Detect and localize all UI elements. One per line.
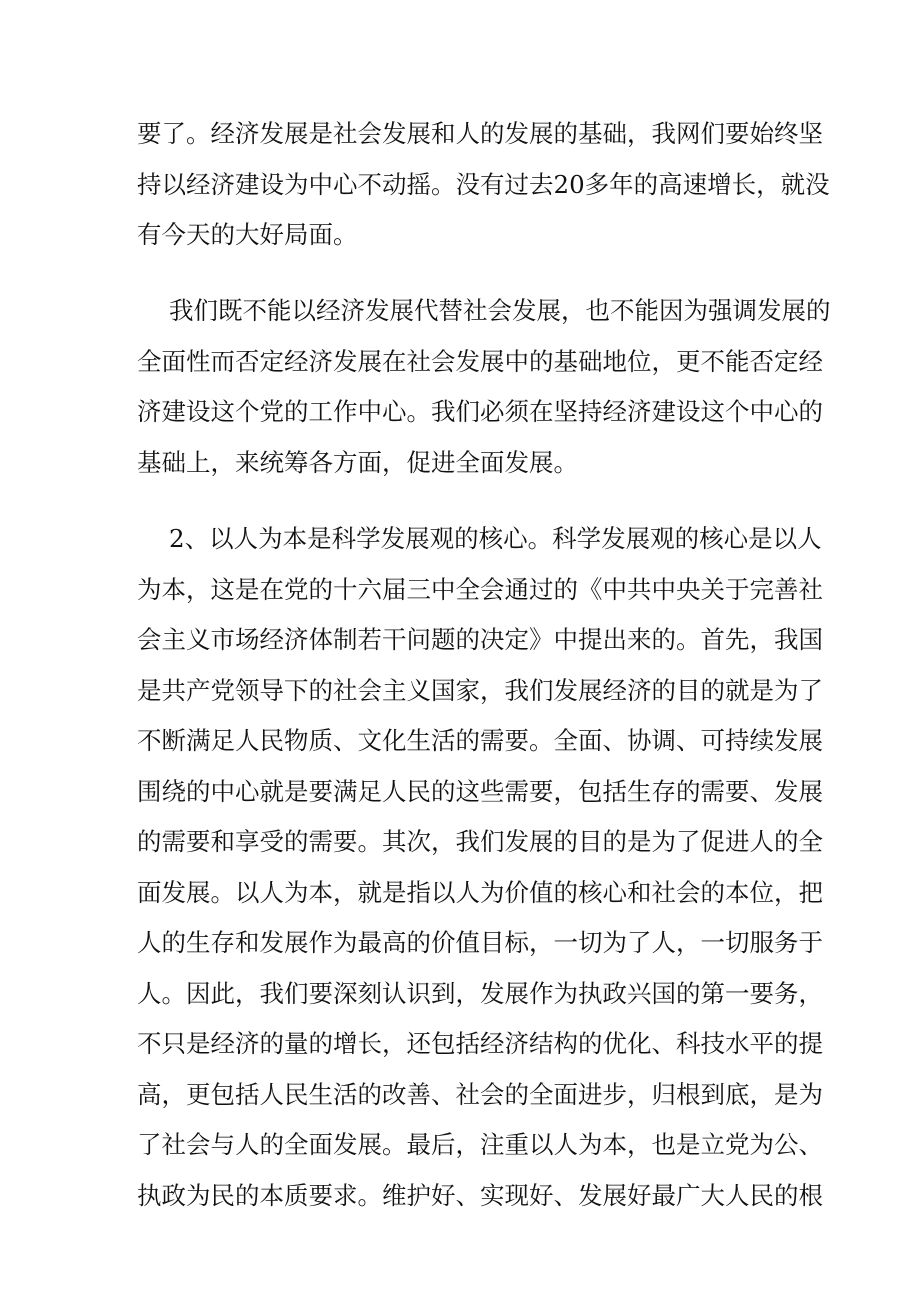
text-line: 人的生存和发展作为最高的价值目标，一切为了人，一切服务于: [137, 928, 823, 957]
text-line: 持以经济建设为中心不动摇。没有过去20多年的高速增长，就没: [137, 169, 830, 199]
text-line: 全面性而否定经济发展在社会发展中的基础地位，更不能否定经: [137, 346, 823, 376]
text-line: 是共产党领导下的社会主义国家，我们发展经济的目的就是为了: [137, 675, 823, 705]
text-line: 会主义市场经济体制若干问题的决定》中提出来的。首先，我国: [137, 625, 823, 654]
text-line: 面发展。以人为本，就是指以人为价值的核心和社会的本位，把: [137, 877, 823, 907]
text-line: 要了。经济发展是社会发展和人的发展的基础，我网们要始终坚: [137, 119, 823, 148]
text-line: 我们既不能以经济发展代替社会发展，也不能因为强调发展的: [169, 296, 831, 325]
text-line: 围绕的中心就是要满足人民的这些需要，包括生存的需要、发展: [137, 776, 823, 806]
text-line: 了社会与人的全面发展。最后，注重以人为本，也是立党为公、: [137, 1130, 823, 1159]
text-line: 人。因此，我们要深刻认识到，发展作为执政兴国的第一要务，: [137, 978, 823, 1008]
paragraph-3: [137, 514, 823, 1221]
text-line: 济建设这个党的工作中心。我们必须在坚持经济建设这个中心的: [137, 397, 823, 426]
paragraph-1: [137, 109, 830, 261]
text-line: 2、以人为本是科学发展观的核心。科学发展观的核心是以人: [169, 524, 822, 553]
text-line: 为本，这是在党的十六届三中全会通过的《中共中央关于完善社: [137, 574, 823, 604]
text-line: 基础上，来统筹各方面，促进全面发展。: [137, 447, 578, 477]
text-line: 有今天的大好局面。: [137, 220, 358, 249]
paragraph-2: [137, 286, 831, 488]
text-line: 执政为民的本质要求。维护好、实现好、发展好最广大人民的根: [137, 1180, 823, 1210]
text-line: 的需要和享受的需要。其次，我们发展的目的是为了促进人的全: [137, 827, 823, 856]
text-line: 不只是经济的量的增长，还包括经济结构的优化、科技水平的提: [137, 1029, 823, 1058]
text-line: 高，更包括人民生活的改善、社会的全面进步，归根到底，是为: [137, 1079, 823, 1109]
text-line: 不断满足人民物质、文化生活的需要。全面、协调、可持续发展: [137, 726, 823, 755]
